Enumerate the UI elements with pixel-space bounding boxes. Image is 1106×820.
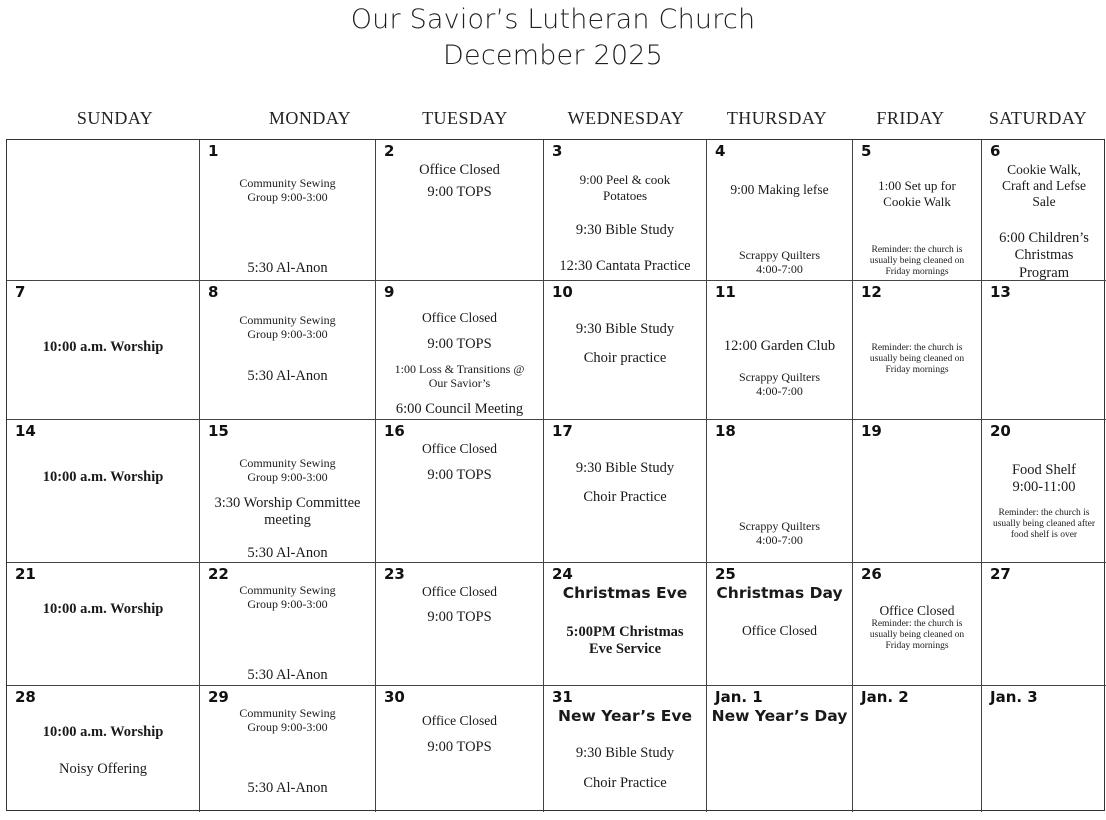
day-cell bbox=[200, 563, 376, 686]
day-number: 6 bbox=[990, 142, 1001, 160]
day-number: 23 bbox=[384, 565, 405, 583]
day-cell bbox=[200, 140, 376, 281]
day-cell bbox=[544, 281, 707, 420]
day-number: 19 bbox=[861, 422, 882, 440]
day-cell bbox=[376, 420, 544, 563]
event: Community Sewing Group 9:00-3:00 bbox=[239, 176, 336, 205]
day-header-saturday: SATURDAY bbox=[988, 108, 1088, 128]
event: 9:00 TOPS bbox=[427, 739, 492, 755]
event: Office Closed bbox=[421, 310, 498, 325]
event: 9:00 TOPS bbox=[427, 609, 492, 625]
day-cell bbox=[200, 686, 376, 812]
day-number: 24 bbox=[552, 565, 573, 583]
day-cell bbox=[707, 140, 853, 281]
day-number: 18 bbox=[715, 422, 736, 440]
event: 9:00 Making lefse bbox=[730, 182, 829, 197]
event: 12:30 Cantata Practice bbox=[559, 258, 691, 274]
event: 5:30 Al-Anon bbox=[247, 368, 328, 384]
event: Choir Practice bbox=[583, 775, 667, 791]
day-number: 25 bbox=[715, 565, 736, 583]
day-cell bbox=[853, 420, 982, 563]
event: Christmas Day bbox=[716, 584, 843, 602]
day-number: 20 bbox=[990, 422, 1011, 440]
day-cell bbox=[7, 686, 200, 812]
day-header-thursday: THURSDAY bbox=[726, 108, 828, 128]
day-number: 10 bbox=[552, 283, 573, 301]
day-cell bbox=[853, 281, 982, 420]
event: 5:30 Al-Anon bbox=[247, 667, 328, 683]
day-cell bbox=[544, 420, 707, 563]
calendar-grid bbox=[6, 139, 1105, 811]
day-number: 28 bbox=[15, 688, 36, 706]
day-number: 9 bbox=[384, 283, 395, 301]
day-number: 4 bbox=[715, 142, 726, 160]
day-number: Jan. 2 bbox=[861, 688, 909, 706]
event: 9:00 TOPS bbox=[427, 184, 492, 200]
event: Community Sewing Group 9:00-3:00 bbox=[239, 583, 336, 612]
day-number: 8 bbox=[208, 283, 219, 301]
event: 1:00 Loss & Transitions @ Our Savior’s bbox=[394, 362, 525, 391]
day-number: 21 bbox=[15, 565, 36, 583]
day-number: 13 bbox=[990, 283, 1011, 301]
day-cell bbox=[7, 420, 200, 563]
event: 10:00 a.m. Worship bbox=[42, 339, 164, 355]
event: 5:30 Al-Anon bbox=[247, 780, 328, 796]
day-cell bbox=[544, 686, 707, 812]
event: Reminder: the church is usually being cleaned after food shelf is over bbox=[992, 508, 1096, 540]
event: Community Sewing Group 9:00-3:00 bbox=[239, 456, 336, 485]
day-cell bbox=[707, 420, 853, 563]
day-cell bbox=[376, 281, 544, 420]
event: 5:30 Al-Anon bbox=[247, 260, 328, 276]
event: New Year’s Day bbox=[711, 707, 848, 725]
day-number: 15 bbox=[208, 422, 229, 440]
event: Reminder: the church is usually being cleaned on Friday mornings bbox=[869, 343, 965, 375]
day-number: 29 bbox=[208, 688, 229, 706]
event: Office Closed bbox=[419, 162, 500, 178]
day-number: Jan. 1 bbox=[715, 688, 763, 706]
day-number: 31 bbox=[552, 688, 573, 706]
day-cell bbox=[7, 281, 200, 420]
day-cell bbox=[853, 140, 982, 281]
event: Choir Practice bbox=[583, 489, 667, 505]
event: Community Sewing Group 9:00-3:00 bbox=[239, 706, 336, 735]
day-header-wednesday: WEDNESDAY bbox=[567, 108, 685, 128]
day-cell bbox=[200, 420, 376, 563]
event: 6:00 Children’s Christmas Program bbox=[999, 230, 1089, 281]
day-cell bbox=[982, 281, 1106, 420]
event: Scrappy Quilters 4:00-7:00 bbox=[739, 519, 820, 548]
day-number: 1 bbox=[208, 142, 219, 160]
day-number: 27 bbox=[990, 565, 1011, 583]
event: Scrappy Quilters 4:00-7:00 bbox=[739, 248, 820, 277]
day-number: 22 bbox=[208, 565, 229, 583]
event: 1:00 Set up for Cookie Walk bbox=[878, 178, 956, 209]
event: Reminder: the church is usually being cleaned on Friday mornings bbox=[869, 619, 965, 651]
event: Office Closed bbox=[421, 713, 498, 728]
event: 5:00PM Christmas Eve Service bbox=[566, 624, 684, 658]
day-cell bbox=[7, 140, 200, 281]
day-cell bbox=[544, 563, 707, 686]
day-cell bbox=[982, 140, 1106, 281]
day-cell bbox=[7, 563, 200, 686]
day-cell bbox=[982, 563, 1106, 686]
event: Cookie Walk, Craft and Lefse Sale bbox=[1002, 162, 1086, 210]
event: 9:30 Bible Study bbox=[575, 321, 675, 337]
event: Office Closed bbox=[421, 441, 498, 456]
day-cell bbox=[982, 420, 1106, 563]
day-number: 16 bbox=[384, 422, 405, 440]
event: 10:00 a.m. Worship bbox=[42, 469, 164, 485]
church-name: Our Savior’s Lutheran Church bbox=[350, 4, 756, 35]
day-cell bbox=[544, 140, 707, 281]
event: 9:00 Peel & cook Potatoes bbox=[579, 172, 671, 203]
day-number: 14 bbox=[15, 422, 36, 440]
event: 3:30 Worship Committee meeting bbox=[214, 495, 361, 529]
day-cell bbox=[982, 686, 1106, 812]
day-cell bbox=[853, 563, 982, 686]
day-cell bbox=[707, 563, 853, 686]
event: 9:30 Bible Study bbox=[575, 745, 675, 761]
day-header-sunday: SUNDAY bbox=[76, 108, 154, 128]
event: Christmas Eve bbox=[562, 584, 688, 602]
event: New Year’s Eve bbox=[558, 707, 692, 725]
month-title: December 2025 bbox=[443, 40, 663, 71]
day-header-monday: MONDAY bbox=[268, 108, 352, 128]
day-number: 17 bbox=[552, 422, 573, 440]
event: Noisy Offering bbox=[59, 761, 147, 777]
event: Reminder: the church is usually being cleaned on Friday mornings bbox=[869, 245, 965, 277]
day-number: Jan. 3 bbox=[990, 688, 1038, 706]
event: 10:00 a.m. Worship bbox=[42, 601, 164, 617]
day-header-tuesday: TUESDAY bbox=[422, 108, 508, 128]
event: Office Closed bbox=[741, 623, 818, 638]
day-cell bbox=[376, 140, 544, 281]
event: 10:00 a.m. Worship bbox=[42, 724, 164, 740]
event: 9:30 Bible Study bbox=[575, 222, 675, 238]
day-number: 11 bbox=[715, 283, 736, 301]
event: Community Sewing Group 9:00-3:00 bbox=[239, 313, 336, 342]
day-cell bbox=[376, 686, 544, 812]
day-cell bbox=[200, 281, 376, 420]
day-cell bbox=[376, 563, 544, 686]
day-number: 7 bbox=[15, 283, 26, 301]
day-number: 30 bbox=[384, 688, 405, 706]
event: 9:00 TOPS bbox=[427, 336, 492, 352]
event: 6:00 Council Meeting bbox=[395, 401, 524, 417]
day-number: 2 bbox=[384, 142, 395, 160]
event: 12:00 Garden Club bbox=[723, 338, 836, 354]
day-number: 3 bbox=[552, 142, 563, 160]
event: Choir practice bbox=[583, 350, 667, 366]
day-number: 26 bbox=[861, 565, 882, 583]
event: 5:30 Al-Anon bbox=[247, 545, 328, 561]
day-number: 5 bbox=[861, 142, 872, 160]
event: 9:00 TOPS bbox=[427, 467, 492, 483]
day-cell bbox=[707, 281, 853, 420]
event: Food Shelf 9:00-11:00 bbox=[1011, 462, 1077, 496]
day-cell bbox=[707, 686, 853, 812]
event: Office Closed bbox=[421, 584, 498, 599]
event: 9:30 Bible Study bbox=[575, 460, 675, 476]
day-number: 12 bbox=[861, 283, 882, 301]
event: Office Closed bbox=[879, 603, 955, 618]
day-cell bbox=[853, 686, 982, 812]
day-header-friday: FRIDAY bbox=[876, 108, 945, 128]
event: Scrappy Quilters 4:00-7:00 bbox=[739, 370, 820, 399]
